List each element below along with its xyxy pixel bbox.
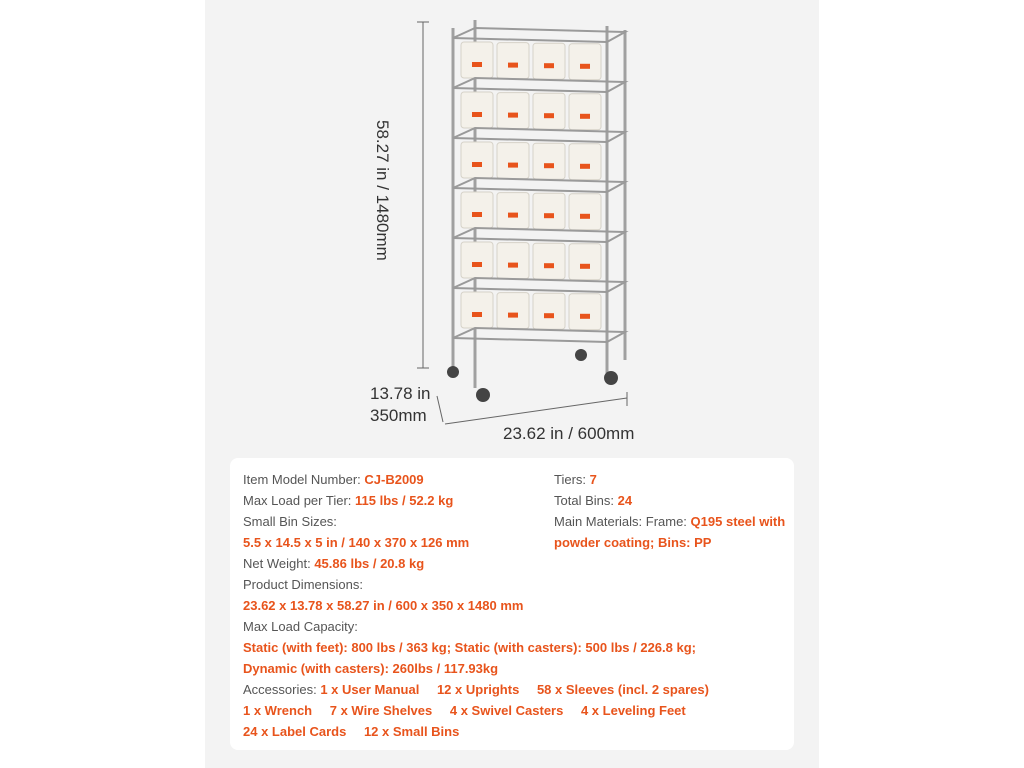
spec-panel [230,458,794,750]
bin-label-tag [508,113,518,118]
bin-label-tag [544,213,554,218]
small-bin [497,193,529,229]
small-bin [533,43,565,79]
bin-label-tag [508,213,518,218]
small-bin [569,244,601,280]
spec-total-bins: Total Bins: 24 [554,493,633,508]
depth-inch-label: 13.78 in [370,384,431,403]
wire-shelf [453,28,625,42]
small-bin [569,294,601,330]
small-bin [497,93,529,129]
small-bin [497,293,529,329]
small-bin [533,193,565,229]
spec-tiers: Tiers: 7 [554,472,597,487]
accessory-item: 12 x Uprights [436,682,520,697]
spec-max-load: Max Load per Tier: 115 lbs / 52.2 kg [243,493,454,508]
spec-materials: Main Materials: Frame: Q195 steel with [554,514,786,529]
caster-wheel [575,349,587,361]
bin-label-tag [508,63,518,68]
small-bin [569,44,601,80]
bin-label-tag [508,263,518,268]
spec-capacity-dynamic: Dynamic (with casters): 260lbs / 117.93kg [243,661,499,676]
spec-accessories-line3 [243,724,459,739]
small-bin [569,194,601,230]
accessory-item: 24 x Label Cards [243,724,347,739]
bin-label-tag [508,313,518,318]
spec-product-dimensions-value: 23.62 x 13.78 x 58.27 in / 600 x 350 x 1480 mm [243,598,524,613]
caster-wheel [476,388,490,402]
bin-label-tag [544,63,554,68]
bin-label-tag [472,162,482,167]
small-bin [569,144,601,180]
small-bin [461,92,493,128]
bin-label-tag [472,62,482,67]
small-bin [569,94,601,130]
bin-label-tag [544,163,554,168]
accessory-item: 4 x Leveling Feet [580,703,686,718]
spec-materials-cont: powder coating; Bins: PP [554,535,712,550]
spec-product-dimensions-label: Product Dimensions: [243,577,363,592]
depth-dimension-line [437,396,443,422]
accessory-item: 58 x Sleeves (incl. 2 spares) [536,682,709,697]
small-bin [533,243,565,279]
depth-mm-label: 350mm [370,406,427,425]
small-bin [461,292,493,328]
bin-label-tag [580,314,590,319]
spec-capacity-static: Static (with feet): 800 lbs / 363 kg; Static (with casters): 500 lbs / 226.8 kg; [243,640,696,655]
bin-label-tag [580,214,590,219]
spec-accessories-line1: Accessories: 1 x User Manual 12 x Uprights 58 x Sleeves (incl. 2 spares) [243,682,709,697]
small-bin [461,242,493,278]
product-figure [205,0,819,450]
bin-label-tag [472,312,482,317]
bin-label-tag [472,262,482,267]
bin-label-tag [580,164,590,169]
small-bin [533,293,565,329]
spec-model: Item Model Number: CJ-B2009 [243,472,424,487]
bin-label-tag [544,313,554,318]
spec-net-weight: Net Weight: 45.86 lbs / 20.8 kg [243,556,425,571]
bin-label-tag [580,64,590,69]
width-dimension-line [445,398,627,424]
bin-label-tag [472,112,482,117]
small-bin [461,192,493,228]
width-dimension-label: 23.62 in / 600mm [503,424,635,443]
bin-label-tag [544,263,554,268]
small-bin [497,143,529,179]
shelf-rack-illustration [205,0,819,450]
accessory-item: 7 x Wire Shelves [329,703,433,718]
caster-wheel [604,371,618,385]
casters [447,349,618,402]
accessory-item: 4 x Swivel Casters [449,703,564,718]
spec-accessories-line2 [243,703,686,718]
small-bin [461,42,493,78]
small-bin [497,43,529,79]
spec-capacity-label: Max Load Capacity: [243,619,358,634]
bin-label-tag [544,113,554,118]
bin-label-tag [508,163,518,168]
height-dimension-label: 58.27 in / 1480mm [373,120,392,261]
small-bin [533,143,565,179]
spec-bin-size-value: 5.5 x 14.5 x 5 in / 140 x 370 x 126 mm [243,535,470,550]
accessory-item: 12 x Small Bins [363,724,460,739]
caster-wheel [447,366,459,378]
small-bin [461,142,493,178]
bin-label-tag [580,114,590,119]
accessory-item: 1 x Wrench [243,703,313,718]
product-card [205,0,819,768]
small-bin [533,93,565,129]
bin-label-tag [472,212,482,217]
bin-label-tag [580,264,590,269]
spec-bin-size-label: Small Bin Sizes: [243,514,337,529]
accessory-item: 1 x User Manual [320,682,420,697]
small-bin [497,243,529,279]
rack-tiers [453,28,625,342]
